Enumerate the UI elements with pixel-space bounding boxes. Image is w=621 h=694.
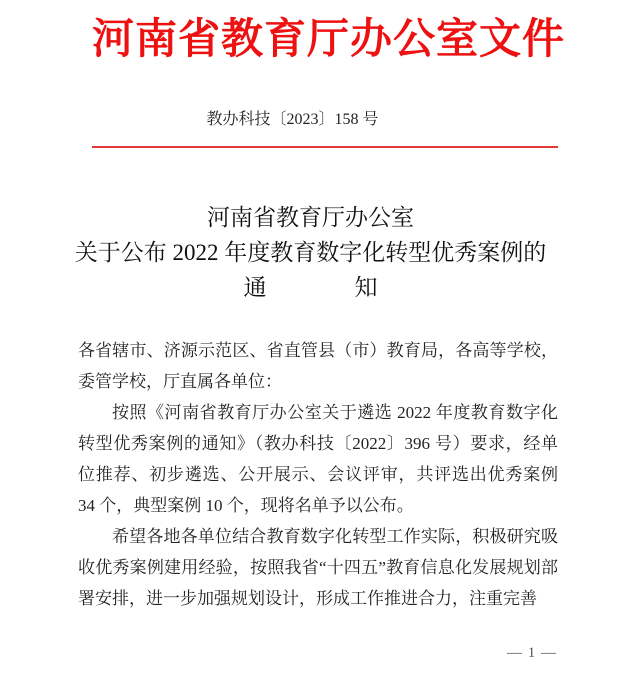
masthead-title: 河南省教育厅办公室文件: [91, 17, 565, 63]
body-paragraph-2: 希望各地各单位结合教育数字化转型工作实际，积极研究吸收优秀案例建用经验，按照我省“十四五”教育信息化发展规划部署安排，进一步加强规划设计，形成工作推进合力，注重完善: [78, 527, 558, 608]
notice-title: [0, 200, 621, 305]
notice-title-char-tong: 通: [243, 275, 267, 300]
recipients-line: 各省辖市、济源示范区、省直管县（市）教育局，各高等学校，委管学校，厅直属各单位：: [78, 341, 558, 391]
notice-title-issuer: 河南省教育厅办公室: [207, 205, 414, 230]
red-divider-line: [92, 146, 558, 148]
notice-title-notice-word: [0, 270, 621, 305]
document-number: 教办科技〔2023〕158 号: [206, 111, 379, 128]
body-paragraph-1: 按照《河南省教育厅办公室关于遴选 2022 年度教育数字化转型优秀案例的通知》（教办科技〔2022〕396 号）要求，经单位推荐、初步遴选、公开展示、会议评审，共评选出优秀案例 34 个，典型案例 10 个，现将名单予以公布。: [78, 403, 558, 515]
notice-title-char-zhi: 知: [354, 275, 378, 300]
page-number: — 1 —: [507, 645, 557, 661]
document-body: [78, 335, 558, 614]
notice-title-subject: 关于公布 2022 年度教育数字化转型优秀案例的: [74, 240, 547, 265]
